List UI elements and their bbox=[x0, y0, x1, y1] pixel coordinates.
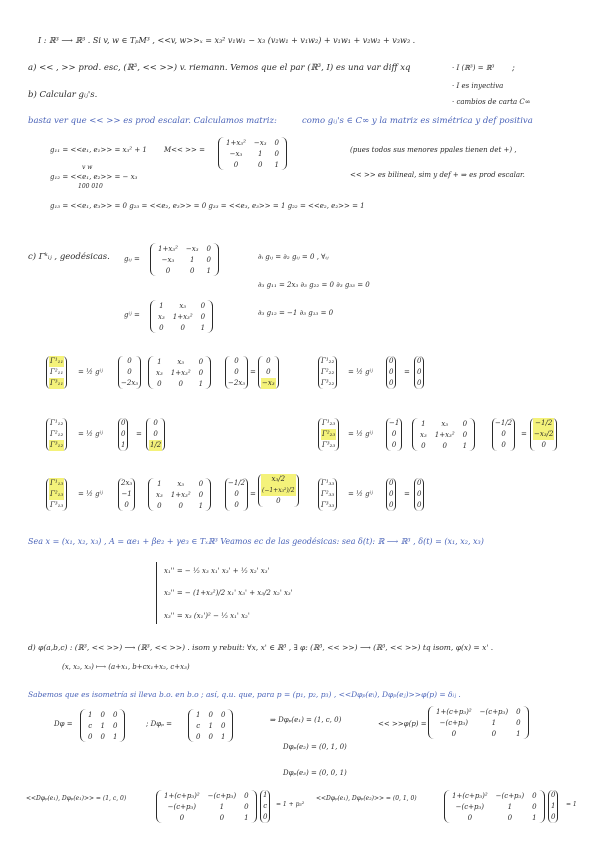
note-minors: (pues todos sus menores ppales tienen det +) , bbox=[350, 146, 517, 154]
dphi-e1: ⇒ Dφₚ(e₁) = (1, c, 0) bbox=[270, 716, 342, 724]
bottom-right-vec: 0 1 0 bbox=[548, 790, 558, 823]
part-d-line-2: (x, x₂, x₃) ⟼ (a+x₁, b+cx₁+x₂, c+x₃) bbox=[62, 663, 190, 671]
part-b-intro-blue: basta ver que << >> es prod escalar. Calculamos matriz: bbox=[28, 116, 277, 126]
geodesic-eq-2: x₂'' = − (1+x₃²)/2 x₁' x₃' + x₃/2 x₂' x₃' bbox=[164, 589, 293, 597]
dphi-label: Dφ = bbox=[54, 720, 73, 728]
gamma-11-symbols: Γ¹₁₁ Γ²₁₁ Γ³₁₁ bbox=[46, 356, 67, 389]
gamma-22-rhs: = ½ gⁱʲ bbox=[348, 368, 373, 376]
gamma-12-rhs: = ½ gⁱʲ bbox=[78, 430, 103, 438]
gamma-13-vec2: −1/2 0 0 bbox=[225, 478, 248, 511]
part-b-title: b) Calcular gᵢⱼ's. bbox=[28, 90, 98, 100]
part-a-note-3: · cambios de carta C∞ bbox=[452, 98, 531, 106]
bottom-left-matrix: 1+(c+p₃)² −(c+p₃) 0 −(c+p₃) 1 0 0 0 1 bbox=[156, 790, 257, 823]
inner-product-label: << >>φ(p) = bbox=[378, 720, 427, 728]
gamma-11-vec2: 0 0 −2x₃ bbox=[225, 356, 248, 389]
gamma-12-symbols: Γ¹₁₂ Γ²₁₂ Γ³₁₂ bbox=[46, 418, 67, 451]
gamma-13-symbols: Γ¹₁₃ Γ²₁₃ Γ³₁₃ bbox=[46, 478, 67, 511]
part-a-note-2: · I es inyectiva bbox=[452, 82, 504, 90]
deriv-line-3: ∂₃ g₁₂ = −1 ∂₃ g₁₃ = 0 bbox=[258, 309, 334, 317]
gij-matrix: 1+x₃² −x₃ 0 −x₃ 1 0 0 0 1 bbox=[150, 243, 219, 276]
gamma-11-vec1: 0 0 −2x₃ bbox=[118, 356, 141, 389]
gamma-23-ginv: 1 x₃ 0 x₃ 1+x₃² 0 0 0 1 bbox=[412, 418, 475, 451]
gamma-11-result: 0 0 −x₃ bbox=[258, 356, 279, 389]
gamma-12-vec1: 0 0 1 bbox=[118, 418, 128, 451]
bottom-right-matrix: 1+(c+p₃)² −(c+p₃) 0 −(c+p₃) 1 0 0 0 1 bbox=[444, 790, 545, 823]
dphip-matrix: 1 0 0 c 1 0 0 0 1 bbox=[188, 709, 233, 742]
part-a-semicolon: ; bbox=[512, 63, 515, 73]
bottom-left-vec: 1 c 0 bbox=[260, 790, 270, 823]
dphi-e2: Dφₚ(e₂) = (0, 1, 0) bbox=[283, 743, 347, 751]
inner-product-matrix: 1+(c+p₃)² −(c+p₃) 0 −(c+p₃) 1 0 0 0 1 bbox=[428, 706, 529, 739]
g11-def: g₁₁ = <<e₁, e₁>> = x₃² + 1 bbox=[50, 146, 147, 154]
gamma-33-rhs: = ½ gⁱʲ bbox=[348, 490, 373, 498]
gamma-13-rhs: = ½ gⁱʲ bbox=[78, 490, 103, 498]
gamma-22-symbols: Γ¹₂₂ Γ²₂₂ Γ³₂₂ bbox=[318, 356, 337, 389]
part-d-blue-text: Sabemos que es isometría si lleva b.o. en b.o ; así, q.u. que, para p = (p₁, p₂, p₃) , <<Dφₚ(eᵢ), Dφₚ(eⱼ)>>φ(p) = δᵢⱼ . bbox=[28, 690, 461, 699]
g12-def: g₁₂ = <<e₁, e₂>> = − x₃ bbox=[50, 173, 138, 181]
gamma-13-ginv: 1 x₃ 0 x₃ 1+x₃² 0 0 0 1 bbox=[148, 478, 211, 511]
gamma-11-ginv: 1 x₃ 0 x₃ 1+x₃² 0 0 0 1 bbox=[148, 356, 211, 389]
part-a-text: a) << , >> prod. esc, (ℝ³, << >>) v. riemann. Vemos que el par (ℝ³, I) es una var diff xq bbox=[28, 63, 411, 73]
deriv-line-2: ∂₃ g₁₁ = 2x₃ ∂₃ g₂₂ = 0 ∂₃ g₃₃ = 0 bbox=[258, 281, 370, 289]
part-a-note-1: · I (ℝ³) = ℝ³ bbox=[452, 64, 495, 72]
gamma-22-result: 0 0 0 bbox=[414, 356, 424, 389]
g-values-line: g₁₃ = <<e₁, e₃>> = 0 g₂₃ = <<e₂, e₃>> = 0 g₃₃ = <<e₃, e₃>> = 1 g₂₂ = <<e₂, e₂>> = 1 bbox=[50, 202, 365, 210]
gamma-22-vec1: 0 0 0 bbox=[386, 356, 396, 389]
geodesic-eq-1: x₁'' = − ¹⁄₂ x₃ x₁' x₃' + ¹⁄₂ x₂' x₃' bbox=[164, 567, 270, 575]
gamma-23-vec1: −1 0 0 bbox=[386, 418, 402, 451]
gamma-13-result: x₃/2 (−1+x₃²)/2 0 bbox=[258, 474, 299, 507]
basis-subscripts: 100 010 bbox=[78, 183, 103, 190]
gamma-23-rhs: = ½ gⁱʲ bbox=[348, 430, 373, 438]
part-b-intro-rest: como gᵢⱼ's ∈ C∞ y la matriz es simétrica y def positiva bbox=[302, 116, 533, 126]
gamma-23-symbols: Γ¹₂₃ Γ²₂₃ Γ³₂₃ bbox=[318, 418, 339, 451]
part-d-line-1: d) φ(a,b,c) : (ℝ³, << >>) ⟶ (ℝ³, << >>) . isom y rebuit: ∀x, x' ∈ ℝ³ , ∃ φ: (ℝ³, << >>) ⟶ (ℝ³, << >>) tq isom, φ(x) = x' . bbox=[28, 643, 494, 652]
dphip-label: ; Dφₚ = bbox=[146, 720, 172, 728]
gamma-33-result: 0 0 0 bbox=[414, 478, 424, 511]
gamma-11-rhs: = ½ gⁱʲ bbox=[78, 368, 103, 376]
geodesic-intro: Sea x = (x₁, x₂, x₃) , A = αe₁ + βe₂ + γe₃ ∈ Tₓℝ³ Veamos ec de las geodésicas: sea δ(t): ℝ ⟶ ℝ³ , δ(t) = (x₁, x₂, x₃) bbox=[28, 537, 484, 546]
gamma-23-vec2: −1/2 0 0 bbox=[492, 418, 515, 451]
gamma-23-result: −1/2 −x₃/2 0 bbox=[530, 418, 557, 451]
gamma-33-vec1: 0 0 0 bbox=[386, 478, 396, 511]
header-line: I : ℝ³ ⟶ ℝ³ . Si v, w ∈ TₚM³ , <<v, w>>ₓ = x₃² v₁w₁ − x₃ (v₂w₁ + v₁w₂) + v₁w₁ + v₂w₂ + v₃w₃ . bbox=[38, 36, 416, 45]
gij-label: gᵢⱼ = bbox=[124, 255, 140, 263]
gamma-12-result: 0 0 1/2 bbox=[146, 418, 165, 451]
bottom-left-result: = 1 + p₃² bbox=[276, 801, 305, 808]
ginv-label: gⁱʲ = bbox=[124, 311, 140, 319]
equations-brace bbox=[156, 562, 157, 624]
bottom-left-text: <<Dφₚ(e₁), Dφₚ(e₁)>> = (1, c, 0) bbox=[26, 795, 127, 802]
metric-matrix: 1+x₃² −x₃ 0 −x₃ 1 0 0 0 1 bbox=[218, 137, 287, 170]
gamma-33-symbols: Γ¹₃₃ Γ²₃₃ Γ³₃₃ bbox=[318, 478, 337, 511]
vw-label: v w bbox=[82, 164, 93, 171]
metric-matrix-label: M<< >> = bbox=[164, 146, 205, 154]
bottom-right-text: <<Dφₚ(e₁), Dφₚ(e₂)>> = (0, 1, 0) bbox=[316, 795, 417, 802]
notes-page: I : ℝ³ ⟶ ℝ³ . Si v, w ∈ TₚM³ , <<v, w>>ₓ = x₃² v₁w₁ − x₃ (v₂w₁ + v₁w₂) + v₁w₁ + v₂w₂ + v₃w₃ . a) << , >> prod. esc, (ℝ³, << >>) v. riemann. Vemos que el par (ℝ³, I) es una var diff xq ; · I (ℝ³) = ℝ³ · I es inyectiva · cambios de carta C∞ b) Calcular gᵢⱼ's. basta ver que << >> es prod escalar. Calculamos matriz: como gᵢⱼ's ∈ C∞ y la matriz es simétrica y def positiva g₁₁ = <<e₁, e₁>> = x₃² + 1 v w g₁₂ = <<e₁, e₂>> = − x₃ 100 010 M<< >> = 1+x₃² −x₃ 0 −x₃ 1 0 0 0 1 (pues todos sus menores ppales tienen det +) , << >> es bilineal, sim y def + ⇒ es prod escalar. g₁₃ = <<e₁, e₃>> = 0 g₂₃ = <<e₂, e₃>> = 0 g₃₃ = <<e₃, e₃>> = 1 g₂₂ = <<e₂, e₂>> = 1 c) Γᵏᵢⱼ , geodésicas. gᵢⱼ = 1+x₃² −x₃ 0 −x₃ 1 0 0 0 1 ∂ᵢ gᵢⱼ = ∂₂ gᵢⱼ = 0 , ∀ᵢⱼ ∂₃ g₁₁ = 2x₃ ∂₃ g₂₂ = 0 ∂₃ g₃₃ = 0 ∂₃ g₁₂ = −1 ∂₃ g₁₃ = 0 gⁱʲ = 1 x₃ 0 x₃ 1+x₃² 0 0 0 1 Γ¹₁₁ Γ²₁₁ Γ³₁₁ = ½ gⁱʲ 0 0 −2x₃ 1 x₃ 0 x₃ 1+x₃² 0 0 0 1 0 0 −2x₃ = 0 0 −x₃ Γ¹₂₂ Γ²₂₂ Γ³₂₂ = ½ gⁱʲ 0 0 0 = 0 0 0 Γ¹₁₂ Γ²₁₂ Γ³₁₂ = ½ gⁱʲ 0 0 1 = 0 0 1/2 Γ¹₂₃ Γ²₂₃ Γ³₂₃ = ½ gⁱʲ −1 0 0 1 x₃ 0 x₃ 1+x₃² 0 0 0 1 −1/2 0 0 = −1/2 −x₃/2 0 Γ¹₁₃ Γ²₁₃ Γ³₁₃ = ½ gⁱʲ 2x₃ −1 0 1 x₃ 0 x₃ 1+x₃² 0 0 0 1 −1/2 0 0 = x₃/2 (−1+x₃²)/2 0 Γ¹₃₃ Γ²₃₃ Γ³₃₃ = ½ gⁱʲ 0 0 0 = 0 0 0 Sea x = (x₁, x₂, x₃) , A = αe₁ + βe₂ + γe₃ ∈ Tₓℝ³ Veamos ec de las geodésicas: sea δ(t): ℝ ⟶ ℝ³ , δ(t) = (x₁, x₂, x₃) x₁'' = − ¹⁄₂ x₃ x₁' x₃' + ¹⁄₂ x₂' x₃' x₂'' = − (1+x₃²)/2 x₁' x₃' + x₃/2 x₂' x₃' x₃'' = x₃ (x₁')² − ¹⁄₂ x₁' x₂' d) φ(a,b,c) : (ℝ³, << >>) ⟶ (ℝ³, << >>) . isom y rebuit: ∀x, x' ∈ ℝ³ , ∃ φ: (ℝ³, << >>) ⟶ (ℝ³, << >>) tq isom, φ(x) = x' . (x, x₂, x₃) ⟼ (a+x₁, b+cx₁+x₂, c+x₃) Sabemos que es isometría si lleva b.o. en b.o ; así, q.u. que, para p = (p₁, p₂, p₃) , <<Dφₚ(eᵢ), Dφₚ(eⱼ)>>φ(p) = δᵢⱼ . Dφ = 1 0 0 c 1 0 0 0 1 ; Dφₚ = 1 0 0 c 1 0 0 0 1 ⇒ Dφₚ(e₁) = (1, c, 0) Dφₚ(e₂) = (0, 1, 0) Dφₚ(e₃) = (0, 0, 1) << >>φ(p) = 1+(c+p₃)² −(c+p₃) 0 −(c+p₃) 1 0 0 0 1 <<Dφₚ(e₁), Dφₚ(e₁)>> = (1, c, 0) 1+(c+p₃)² −(c+p₃) 0 −(c+p₃) 1 0 0 0 1 1 c 0 = 1 + p₃² <<Dφₚ(e₁), Dφₚ(e₂)>> = (0, 1, 0) 1+(c+p₃)² −(c+p₃) 0 −(c+p₃) 1 0 0 0 1 0 1 0 = 1 bbox=[26, 36, 577, 822]
deriv-line-1: ∂ᵢ gᵢⱼ = ∂₂ gᵢⱼ = 0 , ∀ᵢⱼ bbox=[258, 253, 329, 261]
gamma-13-vec1: 2x₃ −1 0 bbox=[118, 478, 135, 511]
part-c-title: c) Γᵏᵢⱼ , geodésicas. bbox=[28, 252, 110, 262]
ginv-matrix: 1 x₃ 0 x₃ 1+x₃² 0 0 0 1 bbox=[150, 300, 213, 333]
dphi-e3: Dφₚ(e₃) = (0, 0, 1) bbox=[283, 769, 347, 777]
geodesic-eq-3: x₃'' = x₃ (x₁')² − ¹⁄₂ x₁' x₂' bbox=[164, 612, 250, 620]
dphi-matrix: 1 0 0 c 1 0 0 0 1 bbox=[80, 709, 125, 742]
bottom-right-result: = 1 bbox=[566, 801, 577, 808]
note-scalar: << >> es bilineal, sim y def + ⇒ es prod escalar. bbox=[350, 171, 525, 179]
